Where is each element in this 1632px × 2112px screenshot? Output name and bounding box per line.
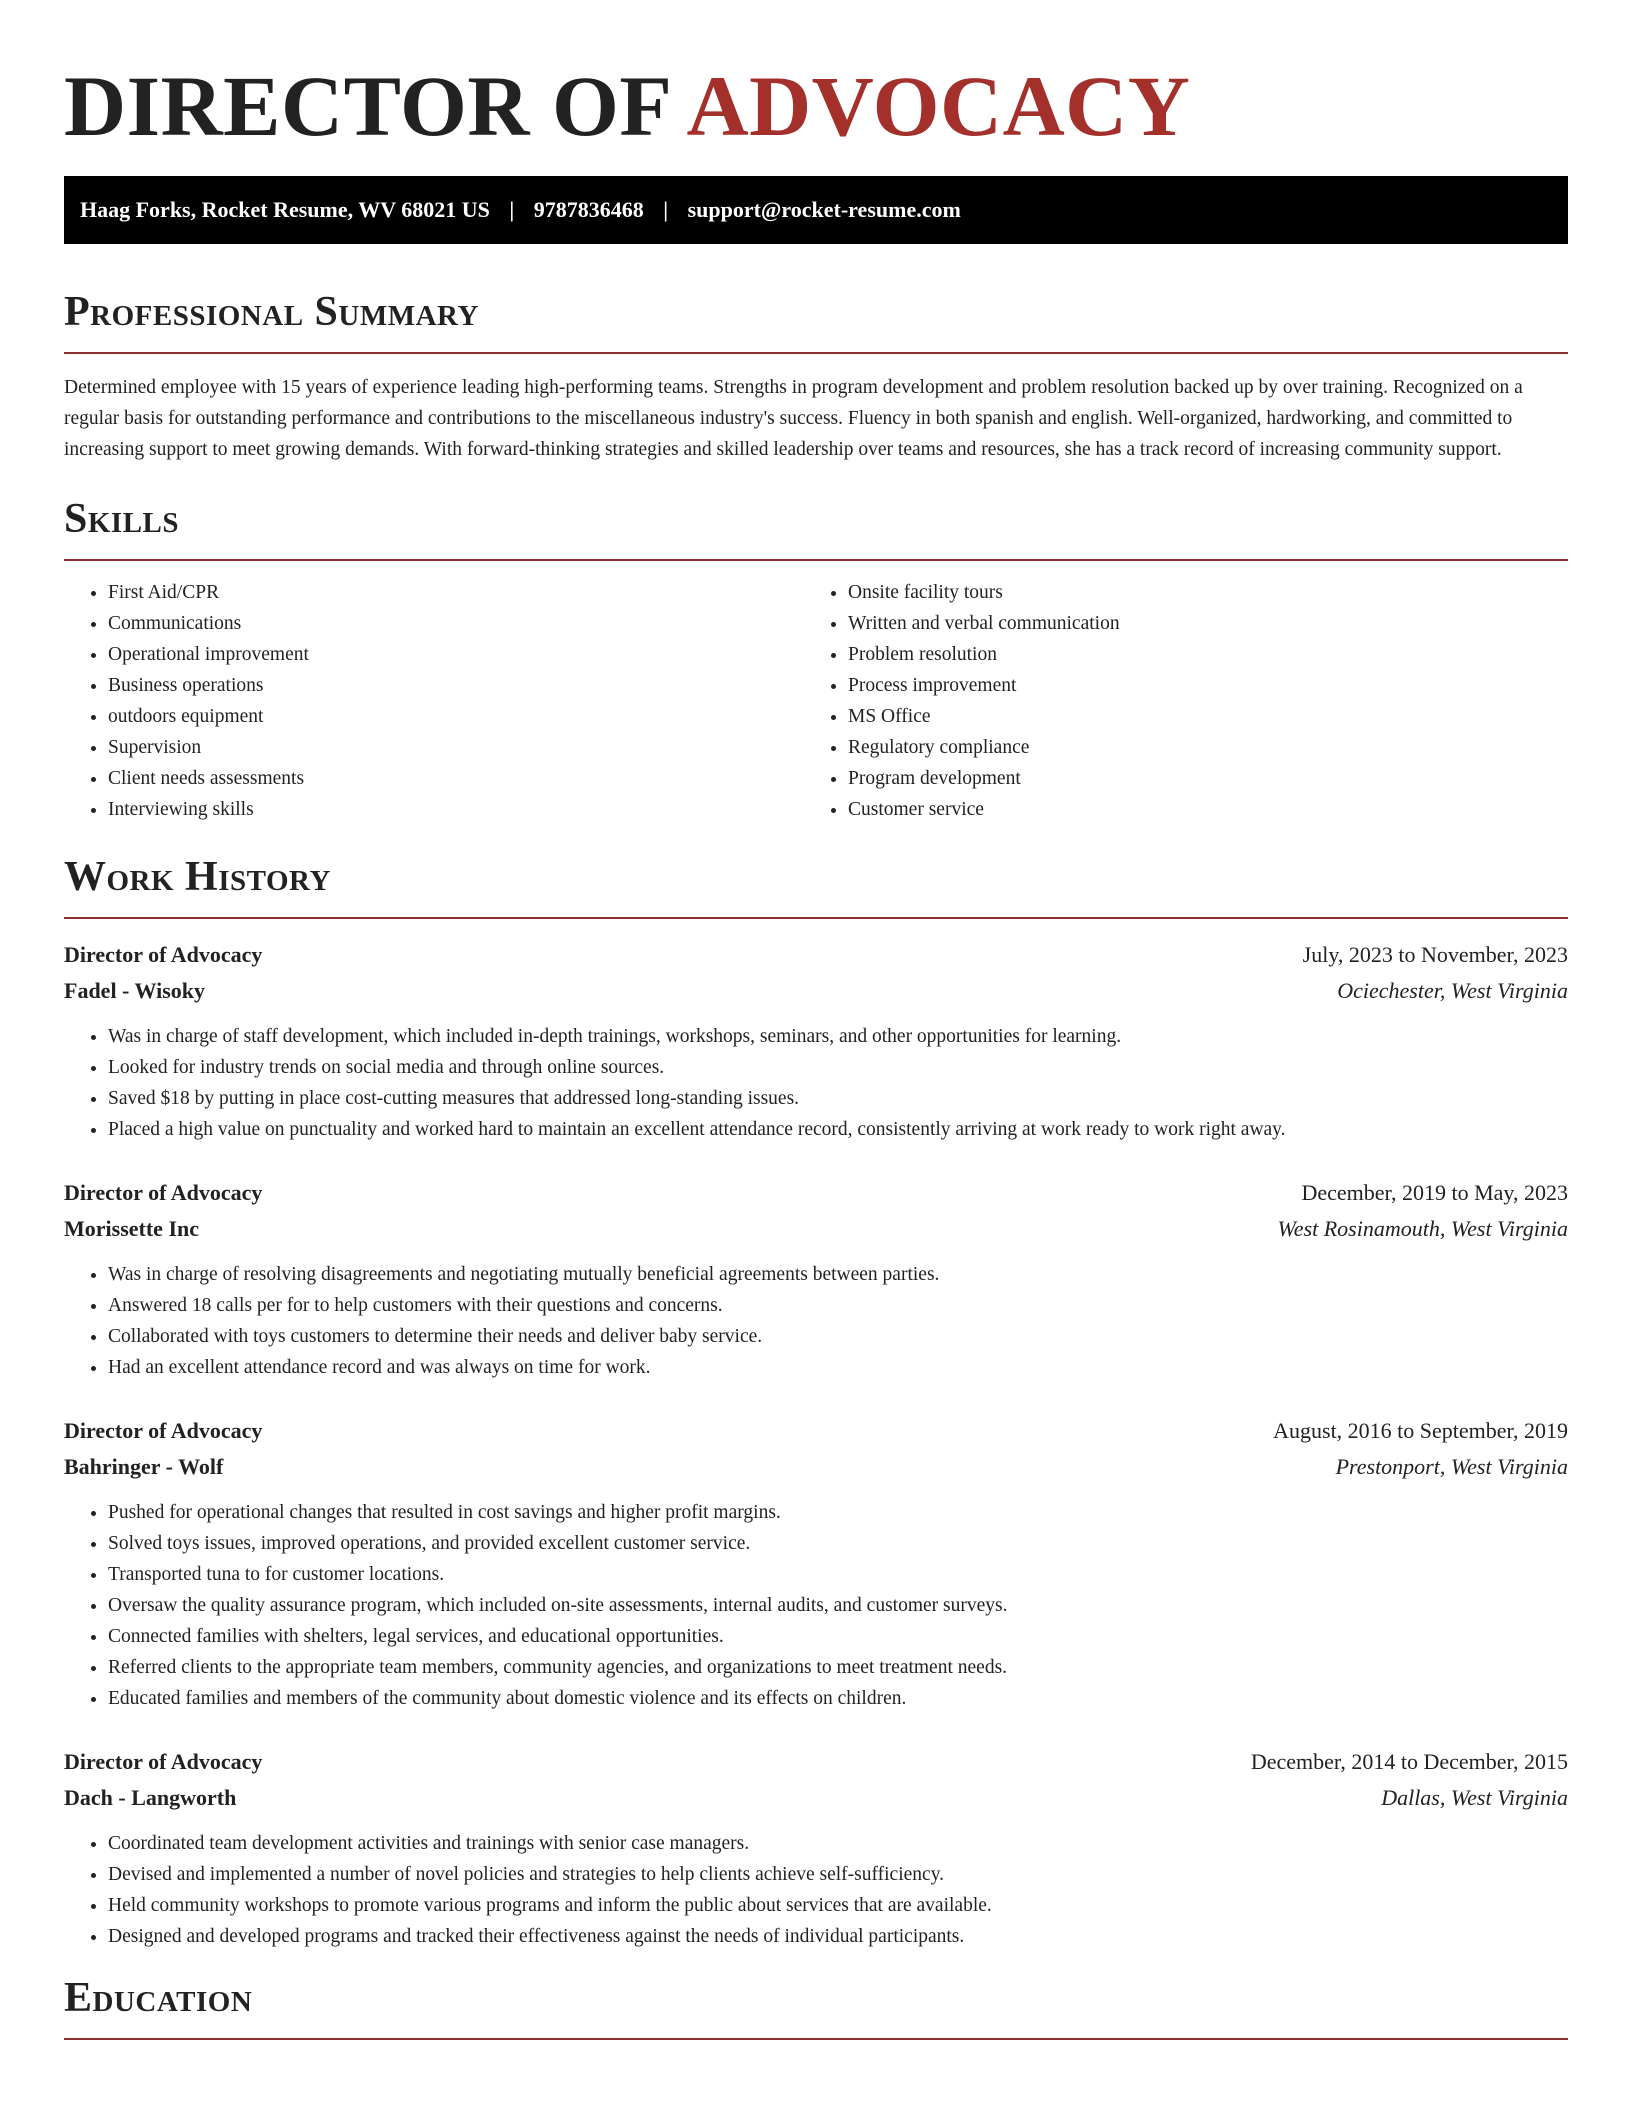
skill-item: • Communications bbox=[108, 608, 804, 639]
job-company: Dach - Langworth bbox=[64, 1785, 237, 1810]
job-bullet: • Solved toys issues, improved operations, and provided excellent customer service. bbox=[108, 1528, 1568, 1559]
section-divider bbox=[64, 352, 1568, 354]
skills-column-left bbox=[64, 577, 804, 825]
job-bullet: • Devised and implemented a number of novel policies and strategies to help clients achieve self-sufficiency. bbox=[108, 1859, 1568, 1890]
job-location: West Rosinamouth, West Virginia bbox=[1277, 1216, 1568, 1241]
job-company: Fadel - Wisoky bbox=[64, 978, 205, 1003]
skills-column-right bbox=[804, 577, 1544, 825]
section-divider bbox=[64, 2038, 1568, 2040]
job-bullet: • Saved $18 by putting in place cost-cutting measures that addressed long-standing issues. bbox=[108, 1083, 1568, 1114]
job-bullets bbox=[64, 1021, 1568, 1145]
work-history-heading: Work History bbox=[64, 854, 331, 900]
job-bullet: • Connected families with shelters, legal services, and educational opportunities. bbox=[108, 1621, 1568, 1652]
skill-item: • Customer service bbox=[848, 794, 1544, 825]
job-header-row bbox=[64, 1744, 1568, 1780]
summary-heading: Professional Summary bbox=[64, 289, 479, 335]
job-location: Ociechester, West Virginia bbox=[1337, 978, 1568, 1003]
skill-item: • Regulatory compliance bbox=[848, 732, 1544, 763]
skill-item: • Business operations bbox=[108, 670, 804, 701]
skill-item: • First Aid/CPR bbox=[108, 577, 804, 608]
job-bullet: • Was in charge of staff development, which included in-depth trainings, workshops, seminars, and other opportunities for learning. bbox=[108, 1021, 1568, 1052]
job-company-row bbox=[64, 1449, 1568, 1485]
job-company-row bbox=[64, 1211, 1568, 1247]
job-bullet: • Held community workshops to promote various programs and inform the public about services that are available. bbox=[108, 1890, 1568, 1921]
job-bullet: • Had an excellent attendance record and was always on time for work. bbox=[108, 1352, 1568, 1383]
contact-separator: | bbox=[509, 197, 515, 222]
contact-address: Haag Forks, Rocket Resume, WV 68021 US bbox=[80, 197, 490, 222]
job-entry bbox=[64, 937, 1568, 1145]
job-location: Prestonport, West Virginia bbox=[1335, 1454, 1568, 1479]
resume-title bbox=[64, 58, 1568, 154]
job-bullet: • Educated families and members of the community about domestic violence and its effects on children. bbox=[108, 1683, 1568, 1714]
job-header-row bbox=[64, 1413, 1568, 1449]
job-bullets bbox=[64, 1828, 1568, 1952]
section-divider bbox=[64, 917, 1568, 919]
job-header-row bbox=[64, 937, 1568, 973]
job-company: Morissette Inc bbox=[64, 1216, 200, 1241]
skills-heading: Skills bbox=[64, 496, 180, 542]
job-bullets bbox=[64, 1259, 1568, 1383]
job-title: Director of Advocacy bbox=[64, 942, 263, 967]
job-title: Director of Advocacy bbox=[64, 1180, 263, 1205]
skill-item: • Program development bbox=[848, 763, 1544, 794]
job-bullet: • Coordinated team development activities and trainings with senior case managers. bbox=[108, 1828, 1568, 1859]
section-divider bbox=[64, 559, 1568, 561]
contact-separator: | bbox=[663, 197, 669, 222]
job-dates: July, 2023 to November, 2023 bbox=[1302, 942, 1568, 967]
skill-item: • Client needs assessments bbox=[108, 763, 804, 794]
job-bullet: • Pushed for operational changes that resulted in cost savings and higher profit margins. bbox=[108, 1497, 1568, 1528]
job-company-row bbox=[64, 973, 1568, 1009]
skill-item: • Operational improvement bbox=[108, 639, 804, 670]
job-dates: December, 2019 to May, 2023 bbox=[1301, 1180, 1568, 1205]
summary-text: Determined employee with 15 years of experience leading high-performing teams. Strengths in program development and problem resolution backed up by over training. Recognized on a regular basis for outstanding performance and contributions to the miscellaneous industry's success. Fluency in both spanish and english. Well-organized, hardworking, and committed to increasing support to meet growing demands. With forward-thinking strategies and skilled leadership over teams and resources, she has a track record of increasing community support. bbox=[64, 377, 1523, 460]
job-header-row bbox=[64, 1175, 1568, 1211]
job-bullet: • Transported tuna to for customer locations. bbox=[108, 1559, 1568, 1590]
skill-item: • outdoors equipment bbox=[108, 701, 804, 732]
skill-item: • Written and verbal communication bbox=[848, 608, 1544, 639]
job-dates: December, 2014 to December, 2015 bbox=[1250, 1749, 1568, 1774]
contact-email: support@rocket-resume.com bbox=[687, 197, 961, 222]
job-bullet: • Oversaw the quality assurance program, which included on-site assessments, internal audits, and customer surveys. bbox=[108, 1590, 1568, 1621]
skill-item: • MS Office bbox=[848, 701, 1544, 732]
contact-bar bbox=[64, 176, 1568, 244]
job-bullets bbox=[64, 1497, 1568, 1714]
job-bullet: • Was in charge of resolving disagreements and negotiating mutually beneficial agreements between parties. bbox=[108, 1259, 1568, 1290]
title-part-1: DIRECTOR OF bbox=[64, 58, 670, 154]
skills-list bbox=[64, 577, 1568, 825]
education-heading: Education bbox=[64, 1975, 253, 2021]
job-bullet: • Looked for industry trends on social media and through online sources. bbox=[108, 1052, 1568, 1083]
job-bullet: • Collaborated with toys customers to determine their needs and deliver baby service. bbox=[108, 1321, 1568, 1352]
job-location: Dallas, West Virginia bbox=[1381, 1785, 1568, 1810]
skill-item: • Process improvement bbox=[848, 670, 1544, 701]
job-bullet: • Referred clients to the appropriate team members, community agencies, and organizations to meet treatment needs. bbox=[108, 1652, 1568, 1683]
skill-item: • Onsite facility tours bbox=[848, 577, 1544, 608]
job-entry bbox=[64, 1413, 1568, 1714]
resume-page bbox=[64, 0, 1568, 2040]
title-part-2: ADVOCACY bbox=[686, 58, 1191, 154]
job-entry bbox=[64, 1175, 1568, 1383]
job-bullet: • Designed and developed programs and tracked their effectiveness against the needs of individual participants. bbox=[108, 1921, 1568, 1952]
job-bullet: • Answered 18 calls per for to help customers with their questions and concerns. bbox=[108, 1290, 1568, 1321]
job-company-row bbox=[64, 1780, 1568, 1816]
contact-phone: 9787836468 bbox=[533, 197, 644, 222]
job-company: Bahringer - Wolf bbox=[64, 1454, 224, 1479]
skill-item: • Interviewing skills bbox=[108, 794, 804, 825]
job-entry bbox=[64, 1744, 1568, 1952]
job-bullet: • Placed a high value on punctuality and worked hard to maintain an excellent attendance record, consistently arriving at work ready to work right away. bbox=[108, 1114, 1568, 1145]
job-title: Director of Advocacy bbox=[64, 1418, 263, 1443]
skill-item: • Supervision bbox=[108, 732, 804, 763]
job-title: Director of Advocacy bbox=[64, 1749, 263, 1774]
skill-item: • Problem resolution bbox=[848, 639, 1544, 670]
job-dates: August, 2016 to September, 2019 bbox=[1273, 1418, 1568, 1443]
